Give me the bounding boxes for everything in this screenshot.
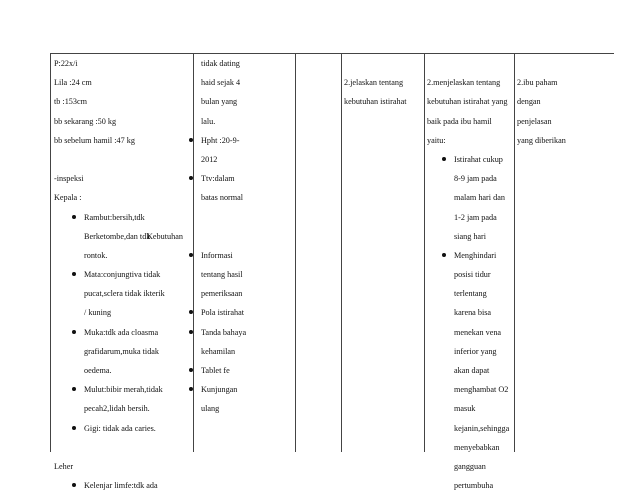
blank-line (344, 54, 407, 73)
text-line: Leher (54, 461, 74, 471)
text-line: Istirahat cukup (454, 154, 503, 164)
text-line: Muka:tdk ada cloasma (84, 327, 159, 337)
bullet-icon (189, 138, 193, 142)
text-line: bulan yang (201, 97, 238, 107)
text-line: yaitu: (427, 135, 446, 145)
text-line: bb sekarang :50 kg (54, 116, 117, 126)
text-line: Mulut:bibir merah,tidak (84, 385, 163, 395)
text-line: batas normal (201, 193, 244, 203)
text-line: kebutuhan istirahat (344, 97, 407, 107)
text-line: karena bisa (454, 308, 492, 318)
planning-column (344, 54, 407, 112)
bullet-item (201, 380, 246, 399)
bullet-item (201, 323, 246, 342)
text-line: Ttv:dalam (201, 174, 235, 184)
text-line: pertumbuha (454, 481, 494, 491)
text-line: ulang (201, 404, 220, 414)
section-heading: Kebutuhan (147, 231, 183, 241)
blank-line (427, 54, 509, 73)
bullet-icon (72, 387, 76, 391)
text-line: Hpht :20-9- (201, 135, 240, 145)
bullet-icon (72, 426, 76, 430)
implementation-column (427, 54, 509, 495)
bullet-icon (189, 330, 193, 334)
text-line: Informasi (201, 250, 233, 260)
text-line: Tablet fe (201, 366, 230, 375)
text-line: menyebabkan (454, 442, 500, 452)
bullet-item (454, 246, 509, 265)
text-line: kebutuhan istirahat yang (427, 97, 508, 107)
bullet-icon (442, 157, 446, 161)
column-divider (514, 54, 515, 452)
text-line: 1-2 jam pada (454, 212, 497, 222)
bullet-item (84, 476, 165, 495)
text-line: tentang hasil (201, 270, 243, 280)
bullet-item (201, 303, 246, 322)
text-line: pecah2,lidah bersih. (84, 404, 150, 414)
column-divider (341, 54, 342, 452)
text-line: terlentang (454, 289, 487, 299)
bullet-item (201, 169, 246, 188)
text-line: P:22x/i (54, 59, 78, 68)
bullet-item (201, 361, 246, 380)
bullet-icon (72, 330, 76, 334)
column-divider (295, 54, 296, 452)
blank-line (147, 208, 246, 227)
column-divider (424, 54, 425, 452)
text-line: Tanda bahaya (201, 327, 247, 337)
text-line: malam hari dan (454, 193, 505, 203)
text-line: Lila :24 cm (54, 78, 92, 88)
text-line: kejanin,sehingga (454, 423, 510, 433)
text-line: Gigi: tidak ada caries. (84, 423, 156, 433)
text-line: pemeriksaan (201, 289, 243, 299)
text-line: Kelenjar limfe:tdk ada (84, 481, 158, 491)
bullet-item (84, 419, 165, 438)
text-line: kehamilan (201, 346, 236, 356)
text-line: pucat,sclera tidak ikterik (84, 289, 165, 299)
text-line: gangguan (454, 461, 486, 471)
bullet-icon (189, 253, 193, 257)
text-line: tidak dating (201, 59, 240, 68)
text-line: / kuning (84, 308, 112, 318)
text-line: oedema. (84, 366, 112, 375)
text-line: Berketombe,dan tdk (84, 231, 151, 241)
bullet-icon (442, 253, 446, 257)
blank-line (517, 54, 566, 73)
text-line: baik pada ibu hamil (427, 116, 492, 126)
text-line: Pola istirahat (201, 308, 244, 318)
text-line: menekan vena (454, 327, 502, 337)
text-line: Kunjungan (201, 385, 238, 395)
text-line: akan dapat (454, 366, 490, 375)
text-line: tb :153cm (54, 97, 87, 107)
text-line: posisi tidur (454, 270, 491, 280)
blank-line (54, 438, 165, 457)
text-line: -inspeksi (54, 174, 84, 184)
bullet-icon (72, 272, 76, 276)
text-line: Rambut:bersih,tdk (84, 212, 145, 222)
bullet-item (454, 150, 509, 169)
text-line: inferior yang (454, 346, 497, 356)
bullet-icon (189, 387, 193, 391)
bullet-icon (189, 310, 193, 314)
text-line: penjelasan (517, 116, 552, 126)
text-line: rontok. (84, 250, 108, 260)
bullet-icon (189, 368, 193, 372)
text-line: menghambat O2 (454, 385, 509, 395)
text-line: grafidarum,muka tidak (84, 346, 160, 356)
text-line: Mata:conjungtiva tidak (84, 270, 161, 280)
diagnosis-column (147, 54, 246, 419)
text-line: lalu. (201, 116, 216, 126)
bullet-icon (72, 483, 76, 487)
text-line: masuk (454, 404, 476, 414)
evaluation-column (517, 54, 566, 150)
text-line: yang diberikan (517, 135, 566, 145)
bullet-item (201, 131, 246, 150)
bullet-icon (189, 176, 193, 180)
text-line: 2.jelaskan tentang (344, 78, 404, 88)
text-line: 2.ibu paham (517, 78, 558, 88)
bullet-icon (72, 215, 76, 219)
text-line: 8-9 jam pada (454, 174, 497, 184)
text-line: 2012 (201, 154, 218, 164)
care-plan-table (50, 53, 614, 491)
text-line: haid sejak 4 (201, 78, 241, 88)
text-line: Kepala : (54, 193, 82, 203)
bullet-item (201, 246, 246, 265)
text-line: 2.menjelaskan tentang (427, 78, 501, 88)
text-line: Menghindari (454, 250, 497, 260)
text-line: dengan (517, 97, 541, 107)
text-line: siang hari (454, 231, 487, 241)
text-line: bb sebelum hamil :47 kg (54, 135, 135, 145)
